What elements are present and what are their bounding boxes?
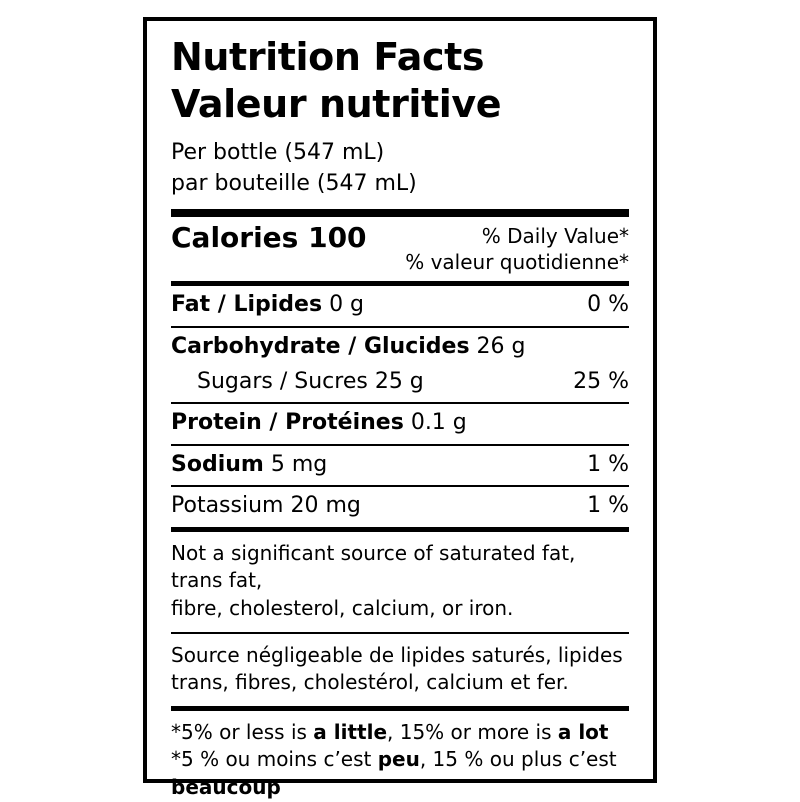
nutrition-facts-content — [171, 35, 629, 802]
label-title-english: Nutrition Facts — [171, 35, 485, 79]
nutrient-name — [171, 291, 364, 320]
table-row — [171, 487, 629, 527]
footnote-french — [171, 746, 629, 801]
table-row — [171, 446, 629, 486]
nutrient-name — [171, 368, 424, 397]
daily-value-header-french: % valeur quotidienne* — [405, 249, 629, 274]
footnote-french-beaucoup: beaucoup — [171, 775, 281, 800]
note-english-line-2: fibre, cholesterol, calcium, or iron. — [171, 596, 514, 621]
nutrient-name — [171, 333, 526, 362]
nutrient-amount: Sugars / Sucres 25 g — [197, 368, 424, 394]
footnote-english — [171, 719, 629, 747]
serving-size-block — [171, 137, 629, 199]
footnote-english-a: *5% or less is — [171, 719, 314, 744]
insignificant-source-note-french — [171, 634, 629, 706]
footnote-french-c: , 15 % ou plus c’est — [419, 747, 617, 772]
nutrient-amount: Potassium 20 mg — [171, 493, 361, 519]
note-french-line-2: trans, fibres, cholestérol, calcium et fer. — [171, 670, 569, 695]
daily-value-header — [405, 221, 629, 275]
label-title-french: Valeur nutritive — [171, 81, 502, 126]
note-french-line-1: Source négligeable de lipides saturés, lipides — [171, 642, 623, 667]
nutrient-name-bold: Carbohydrate / Glucides — [171, 333, 470, 359]
insignificant-source-note-english — [171, 532, 629, 632]
nutrient-name-bold: Protein / Protéines — [171, 410, 404, 436]
nutrient-daily-value: 0 % — [587, 292, 629, 318]
nutrient-amount: 0 g — [322, 292, 365, 318]
nutrient-name — [171, 492, 361, 521]
footnote-english-c: , 15% or more is — [387, 719, 558, 744]
divider-thick-top — [171, 209, 629, 217]
table-row — [171, 328, 629, 368]
table-row — [171, 404, 629, 444]
calories-row — [171, 217, 629, 281]
nutrient-name — [171, 451, 327, 480]
nutrient-daily-value: 25 % — [573, 368, 629, 394]
nutrient-amount: 0.1 g — [403, 410, 467, 436]
footnote-english-little: a little — [313, 719, 388, 744]
nutrient-amount: 26 g — [469, 333, 526, 359]
nutrient-amount: 5 mg — [263, 451, 328, 477]
footnote-french-peu: peu — [377, 747, 420, 772]
footnote-french-a: *5 % ou moins c’est — [171, 747, 378, 772]
table-row — [171, 368, 629, 403]
nutrient-name-bold: Sodium — [171, 451, 264, 477]
daily-value-footnote — [171, 711, 629, 802]
nutrient-daily-value: 1 % — [587, 493, 629, 519]
nutrition-facts-panel — [143, 17, 657, 800]
nutrient-name-bold: Fat / Lipides — [171, 292, 323, 318]
calories-value: Calories 100 — [171, 221, 367, 255]
nutrient-daily-value: 1 % — [587, 451, 629, 477]
serving-size-french: par bouteille (547 mL) — [171, 170, 417, 196]
daily-value-header-english: % Daily Value* — [481, 224, 629, 249]
table-row — [171, 286, 629, 326]
footnote-english-alot: a lot — [557, 719, 609, 744]
note-english-line-1: Not a significant source of saturated fat, trans fat, — [171, 540, 576, 593]
serving-size-english: Per bottle (547 mL) — [171, 139, 385, 165]
nutrient-name — [171, 409, 467, 438]
